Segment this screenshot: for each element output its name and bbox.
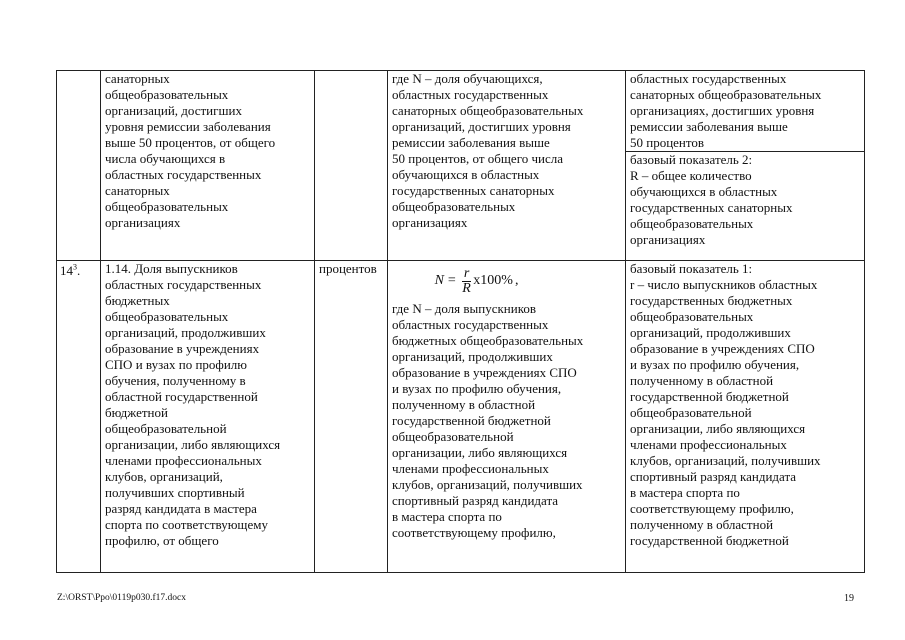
formula-denominator: R	[462, 280, 471, 296]
text-line: обучающихся в областных	[630, 184, 778, 199]
text-line: профилю, от общего	[105, 533, 219, 548]
table-row	[57, 71, 865, 261]
formula-rhs: x100%	[473, 273, 513, 288]
text-line: общеобразовательных	[630, 216, 754, 231]
text-line: государственных бюджетных	[630, 293, 793, 308]
text-line: обучения, полученному в	[105, 373, 246, 388]
page-number: 19	[844, 593, 854, 604]
text-line: общеобразовательной	[105, 421, 227, 436]
text-line: спортивный разряд кандидата	[630, 469, 797, 484]
row-number-suffix: .	[77, 263, 81, 278]
row-number-cell	[57, 71, 101, 261]
text-line: спортивный разряд кандидата	[392, 493, 559, 508]
text-line: государственных санаторных	[392, 183, 555, 198]
text-line: государственной бюджетной	[630, 533, 789, 548]
text-line: 50 процентов, от общего числа	[392, 151, 563, 166]
text-line: организаций, продолживших	[630, 325, 791, 340]
text-line: ремиссии заболевания выше	[630, 119, 788, 134]
source-cell-bottom	[626, 152, 864, 248]
text-line: клубов, организаций, получивших	[630, 453, 821, 468]
text-line: спорта по соответствующему	[105, 517, 268, 532]
unit-label: процентов	[319, 261, 377, 276]
text-line: бюджетных	[105, 293, 170, 308]
text-line: санаторных общеобразовательных	[392, 103, 584, 118]
method-cell	[388, 71, 626, 261]
text-line: базовый показатель 1:	[630, 261, 753, 276]
text-line: областных государственных	[392, 87, 549, 102]
text-line: базовый показатель 2:	[630, 152, 753, 167]
text-line: клубов, организаций,	[105, 469, 223, 484]
formula-numerator: r	[463, 265, 470, 281]
text-line: образование в учреждениях	[105, 341, 260, 356]
text-line: организациях, достигших уровня	[630, 103, 815, 118]
formula-tail: ,	[514, 273, 519, 288]
text-line: организаций, достигших уровня	[392, 119, 571, 134]
text-line: областных государственных	[630, 71, 787, 86]
table-row	[57, 261, 865, 573]
text-line: общеобразовательной	[630, 405, 752, 420]
text-line: общеобразовательных	[105, 309, 229, 324]
text-line: ремиссии заболевания выше	[392, 135, 550, 150]
text-line: в мастера спорта по	[392, 509, 502, 524]
formula-lhs: N	[434, 273, 444, 288]
text-line: получивших спортивный	[105, 485, 245, 500]
text-line: областной государственной	[105, 389, 258, 404]
method-text	[392, 301, 621, 541]
text-line: членами профессиональных	[392, 461, 549, 476]
text-line: организаций, достигших	[105, 103, 242, 118]
unit-cell	[315, 71, 388, 261]
formula-fraction	[462, 267, 471, 296]
text-line: обучающихся в областных	[392, 167, 540, 182]
text-line: 50 процентов	[630, 135, 705, 150]
text-line: бюджетной	[105, 405, 168, 420]
text-line: государственной бюджетной	[392, 413, 551, 428]
text-line: числа обучающихся в	[105, 151, 226, 166]
formula-eq: =	[447, 273, 456, 288]
text-line: общеобразовательной	[392, 429, 514, 444]
row-number: 14	[60, 263, 73, 278]
text-line: и вузах по профилю обучения,	[392, 381, 562, 396]
footer-file-path: Z:\ORST\Ppo\0119p030.f17.docx	[57, 593, 186, 603]
text-line: образование в учреждениях СПО	[392, 365, 577, 380]
text-line: выше 50 процентов, от общего	[105, 135, 276, 150]
source-cell	[626, 71, 865, 261]
text-line: членами профессиональных	[630, 437, 787, 452]
method-cell	[388, 261, 626, 573]
text-line: уровня ремиссии заболевания	[105, 119, 271, 134]
unit-cell	[315, 261, 388, 573]
text-line: организаций, продолживших	[105, 325, 266, 340]
text-line: полученному в областной	[630, 373, 774, 388]
text-line: где N – доля выпускников	[392, 301, 536, 316]
text-line: организациях	[105, 215, 181, 230]
text-line: 1.14. Доля выпускников	[105, 261, 238, 276]
text-line: где N – доля обучающихся,	[392, 71, 543, 86]
text-line: областных государственных	[105, 167, 262, 182]
text-line: санаторных	[105, 71, 170, 86]
text-line: образование в учреждениях СПО	[630, 341, 815, 356]
text-line: организациях	[392, 215, 468, 230]
text-line: организаций, продолживших	[392, 349, 553, 364]
text-line: областных государственных	[105, 277, 262, 292]
text-line: бюджетных общеобразовательных	[392, 333, 584, 348]
source-cell-top	[626, 71, 864, 152]
indicator-cell	[101, 261, 315, 573]
row-number-superscript: 3	[73, 262, 77, 272]
text-line: организации, либо являющихся	[392, 445, 568, 460]
indicators-table	[56, 70, 865, 573]
text-line: областных государственных	[392, 317, 549, 332]
source-cell	[626, 261, 865, 573]
indicator-cell	[101, 71, 315, 261]
text-line: общеобразовательных	[105, 199, 229, 214]
text-line: соответствующему профилю,	[392, 525, 556, 540]
text-line: организации, либо являющихся	[630, 421, 806, 436]
text-line: членами профессиональных	[105, 453, 262, 468]
text-line: полученному в областной	[630, 517, 774, 532]
text-line: клубов, организаций, получивших	[392, 477, 583, 492]
row-number-cell	[57, 261, 101, 573]
text-line: санаторных	[105, 183, 170, 198]
text-line: организациях	[630, 232, 706, 247]
text-line: R – общее количество	[630, 168, 752, 183]
text-line: и вузах по профилю обучения,	[630, 357, 800, 372]
text-line: разряд кандидата в мастера	[105, 501, 257, 516]
text-line: в мастера спорта по	[630, 485, 740, 500]
text-line: государственных санаторных	[630, 200, 793, 215]
text-line: r – число выпускников областных	[630, 277, 818, 292]
text-line: общеобразовательных	[392, 199, 516, 214]
text-line: общеобразовательных	[105, 87, 229, 102]
text-line: организации, либо являющихся	[105, 437, 281, 452]
text-line: санаторных общеобразовательных	[630, 87, 822, 102]
text-line: СПО и вузах по профилю	[105, 357, 247, 372]
text-line: государственной бюджетной	[630, 389, 789, 404]
text-line: соответствующему профилю,	[630, 501, 794, 516]
text-line: общеобразовательных	[630, 309, 754, 324]
text-line: полученному в областной	[392, 397, 536, 412]
